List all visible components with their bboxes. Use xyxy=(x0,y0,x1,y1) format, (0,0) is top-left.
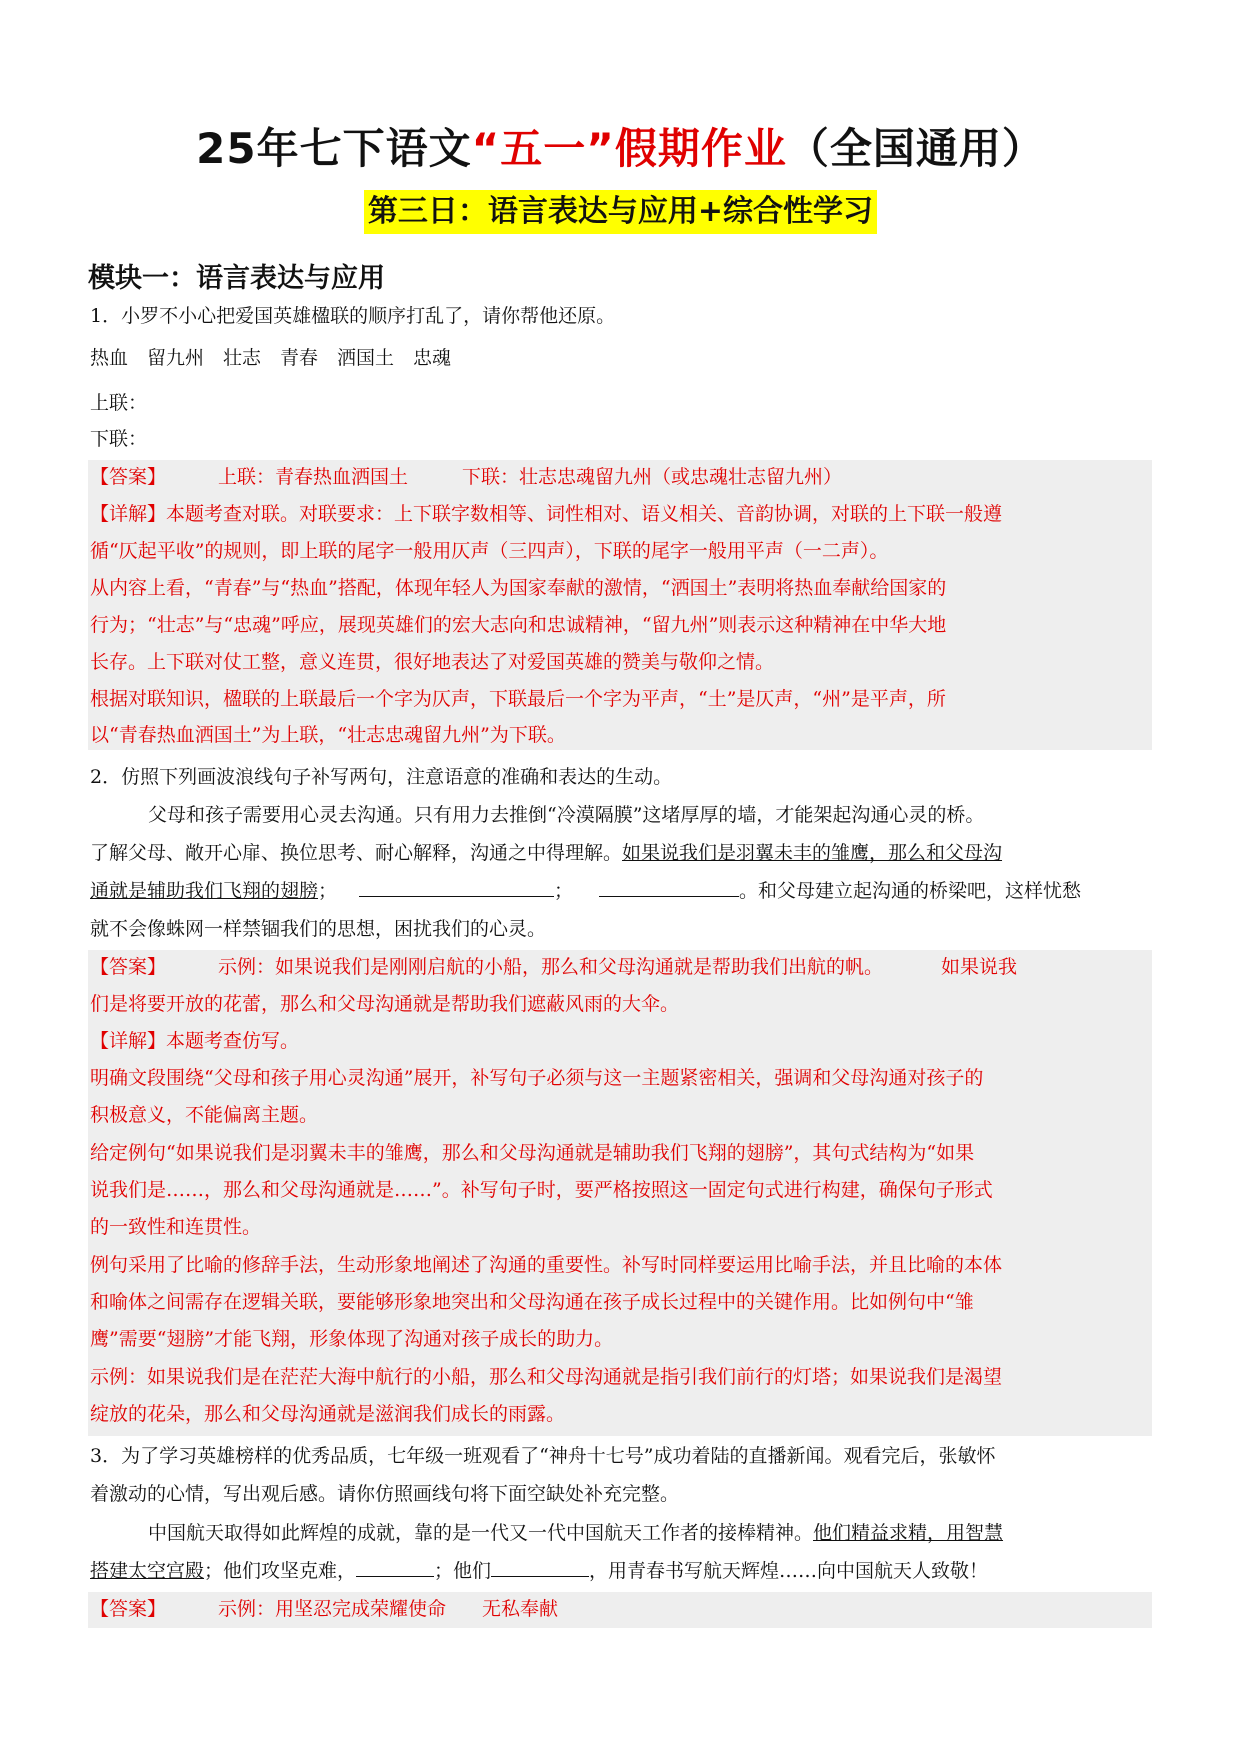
q2-answer-line: 们是将要开放的花蕾，那么和父母沟通就是帮助我们遮蔽风雨的大伞。 xyxy=(90,993,680,1015)
q1-explain-line: 以“青春热血洒国土”为上联，“壮志忠魂留九州”为下联。 xyxy=(90,724,566,746)
q2-explain-line: 示例：如果说我们是在茫茫大海中航行的小船，那么和父母沟通就是指引我们前行的灯塔；如果说我们是渴望 xyxy=(90,1366,1003,1388)
q2-explain-line: 和喻体之间需存在逻辑关联，要能够形象地突出和父母沟通在孩子成长过程中的关键作用。比如例句中“雏 xyxy=(90,1291,974,1313)
blank-line xyxy=(491,1558,589,1577)
q1-answer-upper: 上联：青春热血洒国土 xyxy=(218,466,409,488)
wavy-underline-sentence: 如果说我们是羽翼未丰的雏鹰，那么和父母沟 xyxy=(622,842,1003,864)
underlined-sentence: 搭建太空宫殿 xyxy=(90,1560,205,1582)
q1-stem: 1．小罗不小心把爱国英雄楹联的顺序打乱了，请你帮他还原。 xyxy=(90,305,616,327)
q1-lower-label: 下联： xyxy=(90,428,148,450)
q2-passage-line: 就不会像蛛网一样禁锢我们的思想，困扰我们的心灵。 xyxy=(90,918,547,940)
q2-explain-line: 说我们是……，那么和父母沟通就是……”。补写句子时，要严格按照这一固定句式进行构建，确保句子形式 xyxy=(90,1179,993,1201)
q2-passage-line: 通就是辅助我们飞翔的翅膀； ； 。和父母建立起沟通的桥梁吧，这样忧愁 xyxy=(90,880,1082,902)
q2-explain-line: 例句采用了比喻的修辞手法，生动形象地阐述了沟通的重要性。补写时同样要运用比喻手法，并且比喻的本体 xyxy=(90,1254,1003,1276)
q2-explain-line: 积极意义，不能偏离主题。 xyxy=(90,1104,319,1126)
q1-answer-lower: 下联：壮志忠魂留九州（或忠魂壮志留九州） xyxy=(462,466,843,488)
blank-line xyxy=(356,1558,434,1577)
q2-explain-line: 的一致性和连贯性。 xyxy=(90,1216,262,1238)
underlined-sentence: 他们精益求精，用智慧 xyxy=(813,1522,1004,1544)
document-title xyxy=(0,116,1241,176)
q2-explain-line: 明确文段围绕“父母和孩子用心灵沟通”展开，补写句子必须与这一主题紧密相关，强调和父母沟通对孩子的 xyxy=(90,1067,984,1089)
q1-answer xyxy=(90,462,842,492)
title-part-1: 25年七下语文 xyxy=(196,124,472,173)
q1-explain-line: 从内容上看，“青春”与“热血”搭配，体现年轻人为国家奉献的激情，“洒国土”表明将热血奉献给国家的 xyxy=(90,577,947,599)
q2-passage-line: 了解父母、敞开心扉、换位思考、耐心解释，沟通之中得理解。如果说我们是羽翼未丰的雏鹰，那么和父母沟 xyxy=(90,842,1003,864)
module-heading: 模块一：语言表达与应用 xyxy=(88,263,385,294)
q3-passage-line: 中国航天取得如此辉煌的成就，靠的是一代又一代中国航天工作者的接棒精神。他们精益求精，用智慧 xyxy=(148,1522,1004,1544)
q2-answer: 【答案】 示例：如果说我们是刚刚启航的小船，那么和父母沟通就是帮助我们出航的帆。 如果说我 xyxy=(90,956,1018,978)
q2-explain-line: 绽放的花朵，那么和父母沟通就是滋润我们成长的雨露。 xyxy=(90,1403,566,1425)
blank-line xyxy=(599,878,739,897)
q1-words: 热血 留九州 壮志 青春 洒国土 忠魂 xyxy=(90,347,452,369)
q1-explain-line: 行为；“壮志”与“忠魂”呼应，展现英雄们的宏大志向和忠诚精神，“留九州”则表示这种精神在中华大地 xyxy=(90,614,947,636)
q2-explain-line: 给定例句“如果说我们是羽翼未丰的雏鹰，那么和父母沟通就是辅助我们飞翔的翅膀”，其句式结构为“如果 xyxy=(90,1142,975,1164)
q2-explain-line: 鹰”需要“翅膀”才能飞翔，形象体现了沟通对孩子成长的助力。 xyxy=(90,1328,614,1350)
document-subtitle: 第三日：语言表达与应用+综合性学习 xyxy=(364,190,877,234)
q3-passage-line: 搭建太空宫殿；他们攻坚克难， ；他们 ，用青春书写航天辉煌……向中国航天人致敬！ xyxy=(90,1560,989,1582)
q3-stem-line: 3．为了学习英雄榜样的优秀品质，七年级一班观看了“神舟十七号”成功着陆的直播新闻。观看完后，张敏怀 xyxy=(90,1445,996,1467)
wavy-underline-sentence: 通就是辅助我们飞翔的翅膀 xyxy=(90,880,319,902)
q1-explain-line: 【详解】本题考查对联。对联要求：上下联字数相等、词性相对、语义相关、音韵协调，对联的上下联一般遵 xyxy=(90,503,1003,525)
title-part-3: （全国通用） xyxy=(786,124,1045,173)
q1-explain-line: 长存。上下联对仗工整，意义连贯，很好地表达了对爱国英雄的赞美与敬仰之情。 xyxy=(90,651,775,673)
title-part-2: “五一”假期作业 xyxy=(471,124,787,173)
answer-tag: 【答案】 xyxy=(90,1598,167,1620)
q1-explain-line: 根据对联知识，楹联的上联最后一个字为仄声，下联最后一个字为平声，“土”是仄声，“州”是平声，所 xyxy=(90,688,946,710)
answer-tag: 【答案】 xyxy=(90,956,167,978)
answer-tag: 【答案】 xyxy=(90,466,167,488)
q1-explain-line: 循“仄起平收”的规则，即上联的尾字一般用仄声（三四声），下联的尾字一般用平声（一二声）。 xyxy=(90,540,889,562)
blank-line xyxy=(359,878,554,897)
q2-explain-line: 【详解】本题考查仿写。 xyxy=(90,1030,300,1052)
q2-passage-line: 父母和孩子需要用心灵去沟通。只有用力去推倒“冷漠隔膜”这堵厚厚的墙，才能架起沟通心灵的桥。 xyxy=(148,804,985,826)
q3-stem-line: 着激动的心情，写出观后感。请你仿照画线句将下面空缺处补充完整。 xyxy=(90,1483,680,1505)
q2-stem: 2．仿照下列画波浪线句子补写两句，注意语意的准确和表达的生动。 xyxy=(90,766,673,788)
q1-upper-label: 上联： xyxy=(90,392,148,414)
q3-answer: 【答案】 示例：用坚忍完成荣耀使命 无私奉献 xyxy=(90,1598,559,1620)
